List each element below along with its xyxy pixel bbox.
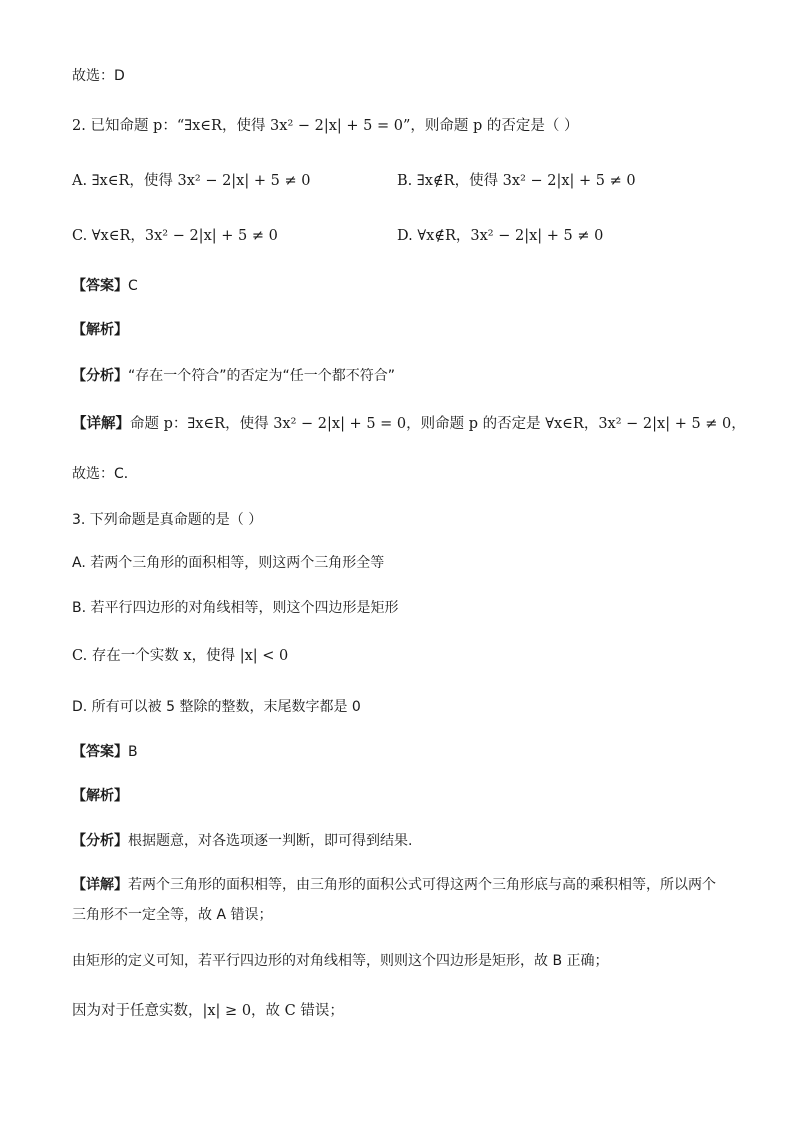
- q2-option-d: D. ∀x∉R，3x² − 2|x| + 5 ≠ 0: [397, 228, 604, 244]
- answer-value: B: [128, 744, 138, 760]
- prev-answer-line: 故选：D: [72, 68, 125, 84]
- q3-option-a: A. 若两个三角形的面积相等，则这两个三角形全等: [72, 555, 385, 571]
- xiangjie-tag: 【详解】: [72, 877, 128, 893]
- q3-option-b-explanation: 由矩形的定义可知，若平行四边形的对角线相等，则则这个四边形是矩形，故 B 正确；: [72, 953, 609, 969]
- question-3-stem: 3. 下列命题是真命题的是（ ）: [72, 512, 263, 528]
- q2-fenxi: [72, 366, 395, 386]
- q2-option-b: B. ∃x∉R，使得 3x² − 2|x| + 5 ≠ 0: [397, 173, 636, 189]
- q3-option-c-explanation: 因为对于任意实数，|x| ≥ 0，故 C 错误；: [72, 1003, 344, 1019]
- q3-option-c: C. 存在一个实数 x，使得 |x| < 0: [72, 648, 289, 664]
- q3-option-d: D. 所有可以被 5 整除的整数，末尾数字都是 0: [72, 699, 361, 715]
- q3-option-b: B. 若平行四边形的对角线相等，则这个四边形是矩形: [72, 600, 399, 616]
- answer-tag: 【答案】: [72, 278, 128, 294]
- fenxi-tag: 【分析】: [72, 368, 128, 384]
- q2-answer: [72, 276, 138, 296]
- q2-jiexi-heading: 【解析】: [72, 322, 128, 338]
- q3-jiexi-heading: 【解析】: [72, 788, 128, 804]
- q3-xiangjie-line-2: 三角形不一定全等，故 A 错误；: [72, 907, 273, 923]
- q2-guxuan: 故选：C．: [72, 466, 138, 482]
- fenxi-text: “存在一个符合”的否定为“任一个都不符合”: [128, 368, 396, 384]
- q2-option-c: C. ∀x∈R，3x² − 2|x| + 5 ≠ 0: [72, 228, 278, 244]
- xiangjie-text: 若两个三角形的面积相等，由三角形的面积公式可得这两个三角形底与高的乘积相等，所以两个: [128, 877, 716, 893]
- xiangjie-tag: 【详解】: [72, 416, 130, 432]
- fenxi-tag: 【分析】: [72, 833, 128, 849]
- answer-tag: 【答案】: [72, 744, 128, 760]
- q3-fenxi: [72, 831, 412, 851]
- xiangjie-text: 命题 p：∃x∈R，使得 3x² − 2|x| + 5 = 0，则命题 p 的否定是 ∀x∈R，3x² − 2|x| + 5 ≠ 0，: [130, 416, 746, 432]
- q2-option-a: A. ∃x∈R，使得 3x² − 2|x| + 5 ≠ 0: [72, 173, 311, 189]
- question-2-stem: 2. 已知命题 p：“∃x∈R，使得 3x² − 2|x| + 5 = 0”，则命题 p 的否定是（ ）: [72, 118, 579, 134]
- fenxi-text: 根据题意，对各选项逐一判断，即可得到结果.: [128, 833, 413, 849]
- q3-answer: [72, 742, 138, 762]
- q2-xiangjie: [72, 414, 746, 434]
- q3-xiangjie-line-1: [72, 875, 716, 895]
- answer-value: C: [128, 278, 138, 294]
